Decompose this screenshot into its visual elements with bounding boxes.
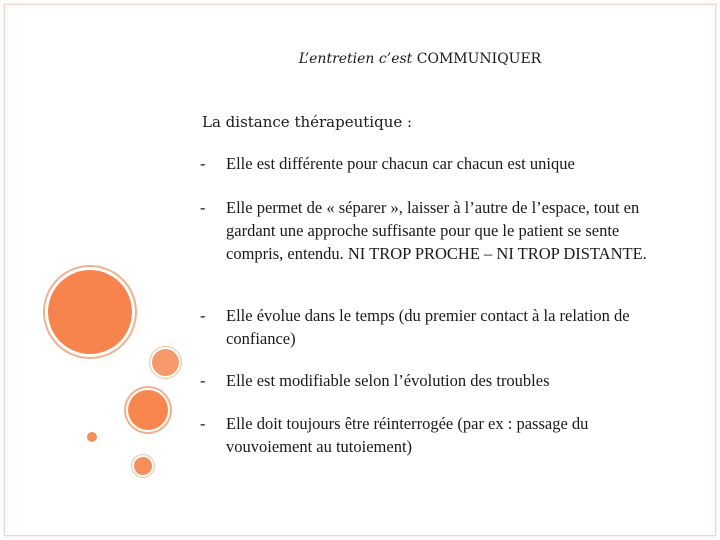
bullet-text: Elle doit toujours être réinterrogée (par ex : passage du vouvoiement au tutoiement) — [226, 414, 589, 456]
bullet-text: Elle est différente pour chacun car chacun est unique — [226, 154, 575, 173]
title-caps-part: COMMUNIQUER — [416, 51, 542, 67]
tiny-orange-circle-icon — [134, 457, 152, 475]
dot-orange-circle-icon — [87, 432, 97, 442]
small-orange-circle-icon — [152, 349, 179, 376]
bullet-item — [200, 369, 660, 392]
slide-title — [200, 50, 640, 68]
bullet-item — [200, 196, 660, 265]
bullet-item — [200, 152, 660, 175]
section-heading: La distance thérapeutique : — [202, 113, 413, 131]
bullet-dash: - — [200, 198, 206, 217]
bullet-dash: - — [200, 414, 206, 433]
bullet-text: Elle permet de « séparer », laisser à l’autre de l’espace, tout en gardant une approche suffisante pour que le patient se sente compris, entendu. NI TROP PROCHE – NI TROP DISTANTE. — [226, 198, 647, 263]
bullet-text: Elle est modifiable selon l’évolution des troubles — [226, 371, 550, 390]
bullet-item — [200, 412, 660, 458]
large-orange-circle-icon — [48, 270, 132, 354]
bullet-dash: - — [200, 154, 206, 173]
bullet-dash: - — [200, 371, 206, 390]
title-italic-part: L’entretien c’est — [298, 51, 413, 67]
bullet-dash: - — [200, 306, 206, 325]
medium-orange-circle-icon — [128, 390, 168, 430]
bullet-item — [200, 304, 660, 350]
bullet-text: Elle évolue dans le temps (du premier contact à la relation de confiance) — [226, 306, 630, 348]
